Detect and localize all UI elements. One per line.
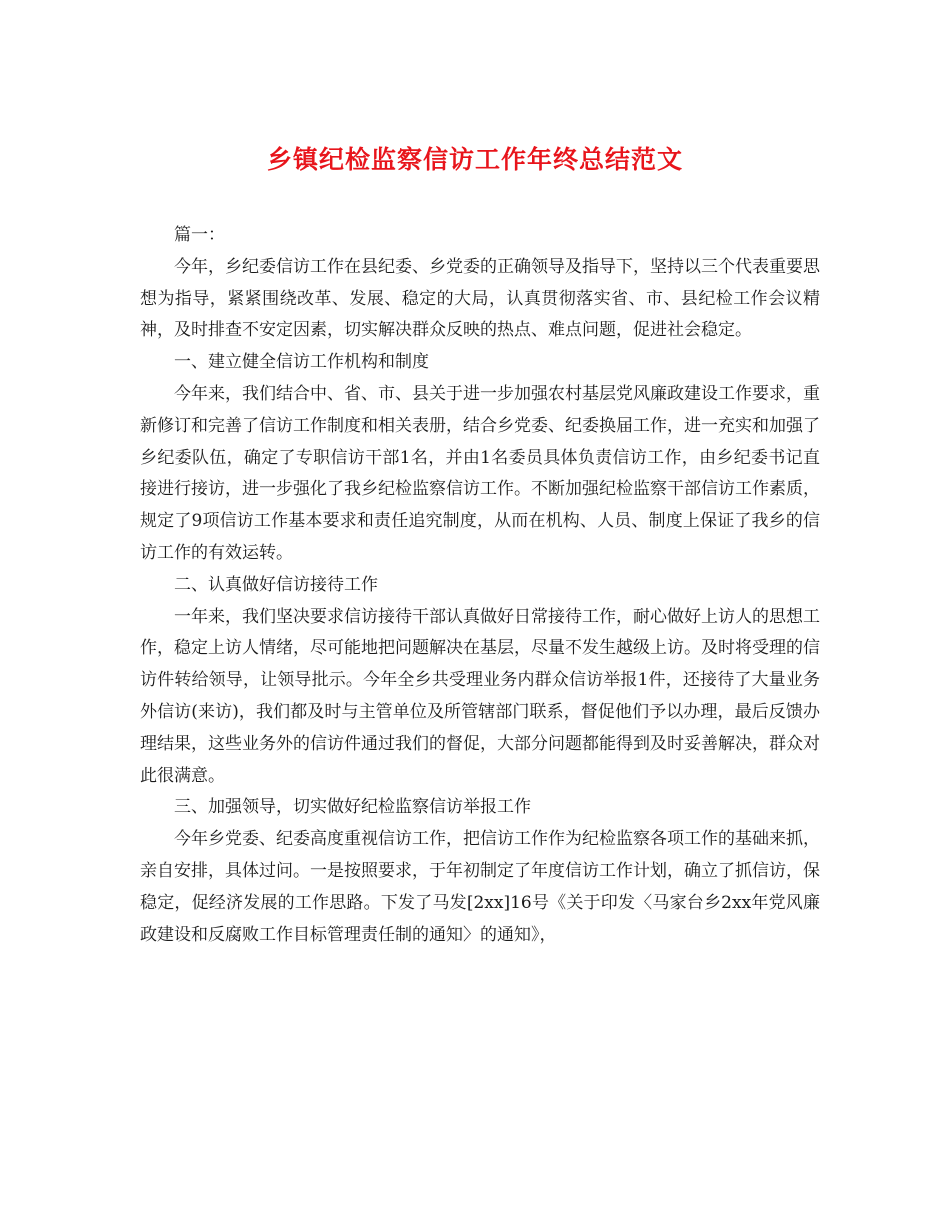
intro-paragraph: 今年，乡纪委信访工作在县纪委、乡党委的正确领导及指导下，坚持以三个代表重要思想为指导，紧紧围绕改革、发展、稳定的大局，认真贯彻落实省、市、县纪检工作会议精神，及时排查不安定因素，切实解决群众反映的热点、难点问题，促进社会稳定。 bbox=[140, 256, 820, 341]
document-title: 乡镇纪检监察信访工作年终总结范文 bbox=[266, 145, 683, 174]
section-paragraph-1: 今年来，我们结合中、省、市、县关于进一步加强农村基层党风廉政建设工作要求，重新修订和完善了信访工作制度和相关表册，结合乡党委、纪委换届工作，进一充实和加强了乡纪委队伍，确定了专职信访干部1名，并由1名委员具体负责信访工作，由乡纪委书记直接进行接访，进一步强化了我乡纪检监察信访工作。不断加强纪检监察干部信访工作素质，规定了9项信访工作基本要求和责任追究制度，从而在机构、人员、制度上保证了我乡的信访工作的有效运转。 bbox=[140, 383, 820, 563]
section-paragraph-3: 今年乡党委、纪委高度重视信访工作，把信访工作作为纪检监察各项工作的基础来抓，亲自安排，具体过问。一是按照要求，于年初制定了年度信访工作计划，确立了抓信访，保稳定，促经济发展的工作思路。下发了马发[2xx]16号《关于印发〈马家台乡2xx年党风廉政建设和反腐败工作目标管理责任制的通知〉的通知》， bbox=[140, 829, 820, 945]
section-heading-1: 一、建立健全信访工作机构和制度 bbox=[174, 352, 429, 373]
section-paragraph-2: 一年来，我们坚决要求信访接待干部认真做好日常接待工作，耐心做好上访人的思想工作，稳定上访人情绪，尽可能地把问题解决在基层，尽量不发生越级上访。及时将受理的信访件转给领导，让领导批示。今年全乡共受理业务内群众信访举报1件，还接待了大量业务外信访(来访)，我们都及时与主管单位及所管辖部门联系，督促他们予以办理，最后反馈办理结果，这些业务外的信访件通过我们的督促，大部分问题都能得到及时妥善解决，群众对此很满意。 bbox=[140, 606, 820, 786]
part-label: 篇一： bbox=[174, 225, 225, 245]
section-heading-3: 三、加强领导，切实做好纪检监察信访举报工作 bbox=[174, 797, 531, 818]
document-body bbox=[140, 220, 820, 951]
section-heading-2: 二、认真做好信访接待工作 bbox=[174, 574, 378, 595]
